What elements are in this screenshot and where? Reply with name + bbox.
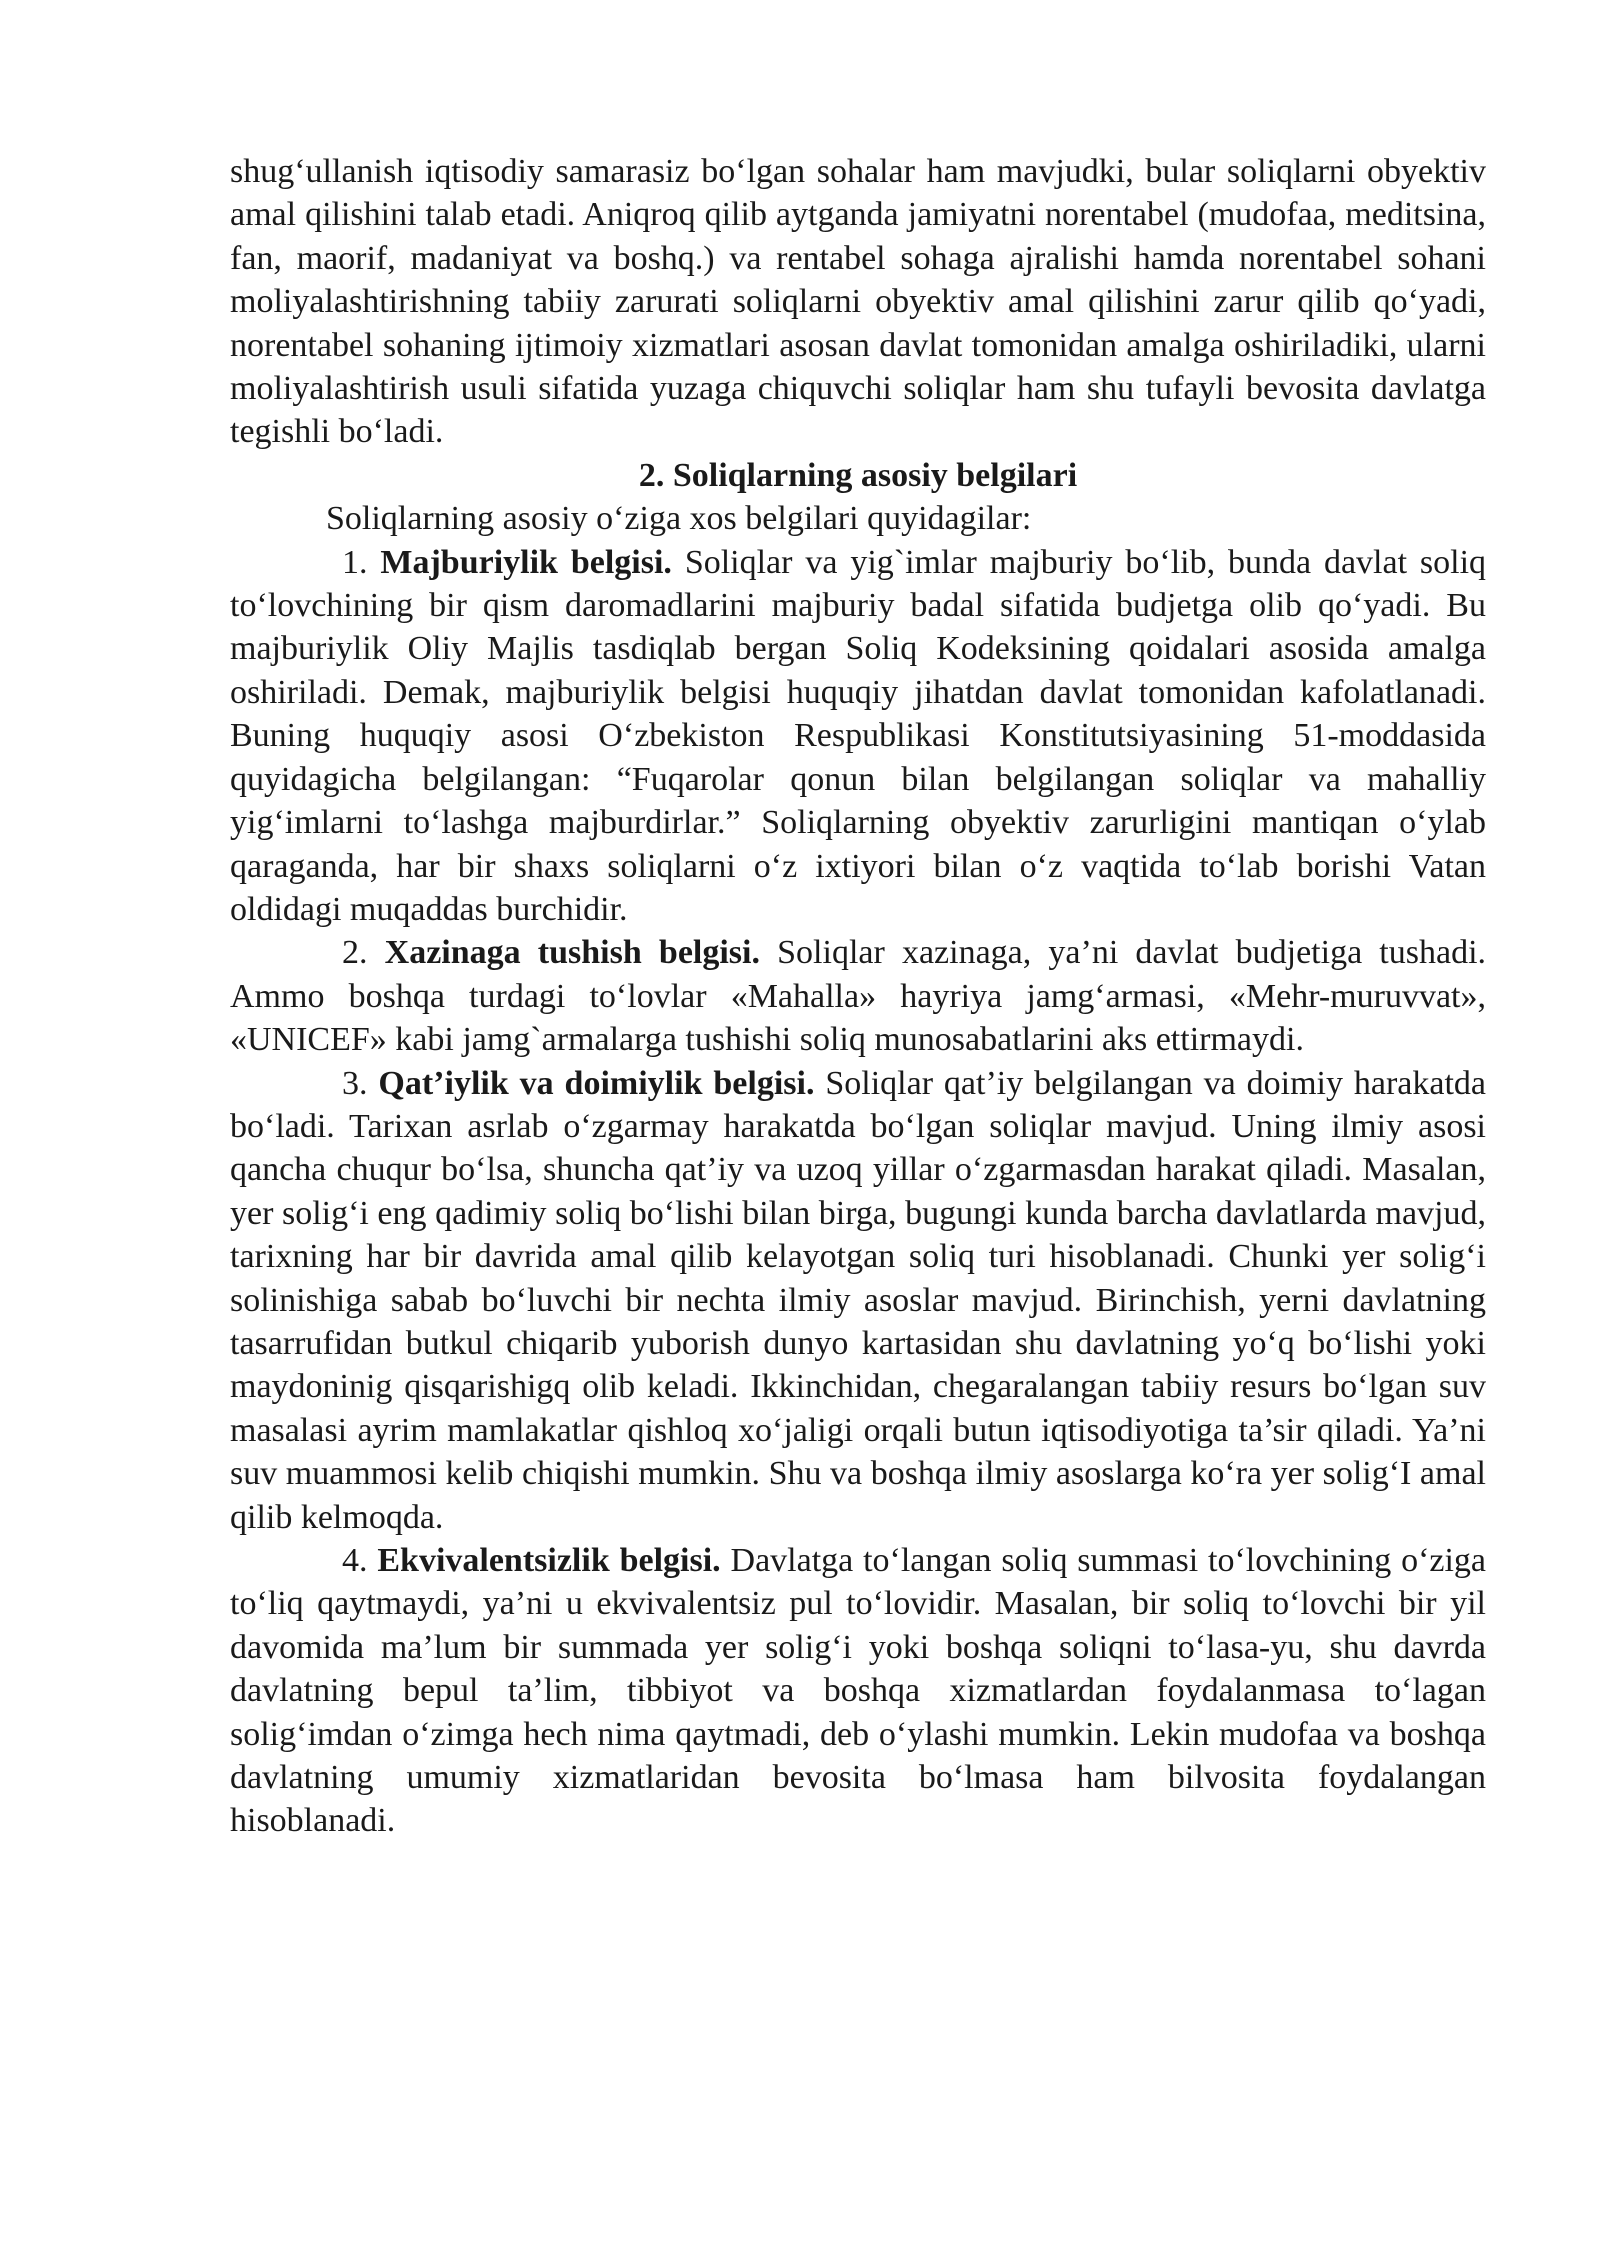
intro-paragraph: shug‘ullanish iqtisodiy samarasiz bo‘lgan sohalar ham mavjudki, bular soliqlarni obyektiv amal qilishini talab etadi. Aniqroq qilib aytganda jamiyatni norentabel (mudofaa, meditsina, fan, maorif, madaniyat va boshq.) va rentabel sohaga ajralishi hamda norentabel sohani moliyalashtirishning tabiiy zarurati soliqlarni obyektiv amal qilishini zarur qilib qo‘yadi, norentabel sohaning ijtimoiy xizmatlari asosan davlat tomonidan amalga oshiriladiki, ularni moliyalashtirish usuli sifatida yuzaga chiquvchi soliqlar ham shu tufayli bevosita davlatga tegishli bo‘ladi. <box>230 153 1486 451</box>
item-number: 1. <box>342 543 368 581</box>
item-paragraph-3 <box>230 1062 1486 1539</box>
item-text: Soliqlar qat’iy belgilangan va doimiy harakatda bo‘ladi. Tarixan asrlab o‘zgarmay harakatda bo‘lgan soliqlar mavjud. Uning ilmiy asosi qancha chuqur bo‘lsa, shuncha qat’iy va uzoq yillar o‘zgarmasdan harakat qiladi. Masalan, yer solig‘i eng qadimiy soliq bo‘lishi bilan birga, bugungi kunda barcha davlatlarda mavjud, tarixning har bir davrida amal qilib kelayotgan soliq turi hisoblanadi. Chunki yer solig‘i solinishiga sabab bo‘luvchi bir nechta ilmiy asoslar mavjud. Birinchish, yerni davlatning tasarrufidan butkul chiqarib yuborish dunyo kartasidan shu davlatning yo‘q bo‘lishi yoki maydoninig qisqarishigq olib keladi. Ikkinchidan, chegaralangan tabiiy resurs bo‘lgan suv masalasi ayrim mamlakatlar qishloq xo‘jaligi orqali butun iqtisodiyotiga ta’sir qiladi. Ya’ni suv muammosi kelib chiqishi mumkin. Shu va boshqa ilmiy asoslarga ko‘ra yer solig‘I amal qilib kelmoqda. <box>230 1064 1487 1536</box>
item-number: 3. <box>342 1064 368 1102</box>
item-paragraph-1 <box>230 541 1486 932</box>
item-text: Davlatga to‘langan soliq summasi to‘lovchining o‘ziga to‘liq qaytmaydi, ya’ni u ekvivalentsiz pul to‘lovidir. Masalan, bir soliq to‘lovchi bir yil davomida ma’lum bir summada yer solig‘i yoki boshqa soliqni to‘lasa-yu, shu davrda davlatning bepul ta’lim, tibbiyot va boshqa xizmatlardan foydalanmasa to‘lagan solig‘imdan o‘zimga hech nima qaytmadi, deb o‘ylashi mumkin. Lekin mudofaa va boshqa davlatning umumiy xizmatlaridan bevosita bo‘lmasa ham bilvosita foydalangan hisoblanadi. <box>230 1542 1487 1840</box>
item-text: Soliqlar xazinaga, ya’ni davlat budjetiga tushadi. Ammo boshqa turdagi to‘lovlar «Mahalla» hayriya jamg‘armasi, «Mehr-muruvvat», «UNICEF» kabi jamg`armalarga tushishi soliq munosabatlarini aks ettirmaydi. <box>230 934 1487 1059</box>
item-paragraph-2 <box>230 931 1486 1061</box>
item-term: Qat’iylik va doimiylik belgisi. <box>378 1064 815 1102</box>
item-term: Majburiylik belgisi. <box>380 543 672 581</box>
lead-paragraph: Soliqlarning asosiy o‘ziga xos belgilari quyidagilar: <box>326 500 1032 538</box>
item-term: Xazinaga tushish belgisi. <box>384 934 760 972</box>
item-number: 4. <box>342 1542 368 1579</box>
item-term: Ekvivalentsizlik belgisi. <box>377 1542 721 1579</box>
document-page <box>230 150 1486 1843</box>
section-heading: 2. Soliqlarning asosiy belgilari <box>638 456 1078 494</box>
item-text: Soliqlar va yig`imlar majburiy bo‘lib, bunda davlat soliq to‘lovchining bir qism daromadlarini majburiy badal sifatida budjetga olib qo‘yadi. Bu majburiylik Oliy Majlis tasdiqlab bergan Soliq Kodeksining qoidalari asosida amalga oshiriladi. Demak, majburiylik belgisi huquqiy jihatdan davlat tomonidan kafolatlanadi. Buning huquqiy asosi O‘zbekiston Respublikasi Konstitutsiyasining 51-moddasida quyidagicha belgilangan: “Fuqarolar qonun bilan belgilangan soliqlar va mahalliy yig‘imlarni to‘lashga majburdirlar.” Soliqlarning obyektiv zarurligini mantiqan o‘ylab qaraganda, har bir shaxs soliqlarni o‘z ixtiyori bilan o‘z vaqtida to‘lab borishi Vatan oldidagi muqaddas burchidir. <box>230 543 1487 928</box>
item-paragraph-4 <box>230 1539 1486 1843</box>
item-number: 2. <box>342 934 368 972</box>
